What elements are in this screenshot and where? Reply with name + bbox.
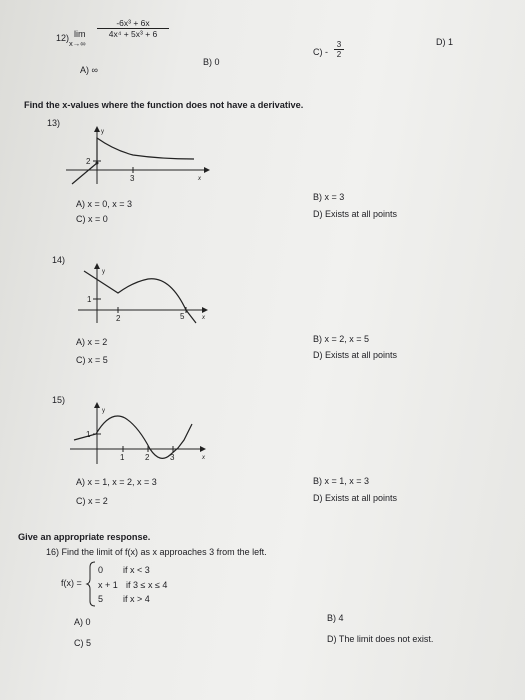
- q16-choice-b: B) 4: [327, 613, 344, 623]
- q12-choice-a: A) ∞: [80, 65, 98, 75]
- q15-x-tick-label-3: 3: [170, 453, 175, 462]
- q14-choice-d: D) Exists at all points: [313, 350, 398, 360]
- q16-piece3-value: 5: [98, 594, 104, 604]
- q14-y-tick-label: 1: [87, 295, 92, 304]
- q14-choice-c: C) x = 5: [76, 355, 108, 365]
- q15-y-tick-label: 1: [86, 430, 91, 439]
- q16-fx-label: f(x) =: [61, 578, 82, 588]
- q16-piece1-value: 0: [98, 565, 104, 575]
- q16-piece2-cond: if 3 ≤ x ≤ 4: [126, 580, 168, 590]
- q14-graph: [78, 265, 218, 325]
- q15-number: 15): [52, 395, 66, 405]
- q13-y-axis-label: y: [101, 129, 104, 135]
- q14-x-tick-label-2: 5: [180, 312, 185, 321]
- q16-piece3-cond: if x > 4: [123, 594, 150, 604]
- q13-curve-left: [72, 163, 97, 184]
- q14-y-arrow: [94, 263, 100, 269]
- q14-x-arrow: [202, 307, 208, 313]
- q12-lim-subscript: x→∞: [69, 39, 86, 48]
- q13-y-arrow: [94, 126, 100, 132]
- q14-choice-a: A) x = 2: [76, 337, 108, 347]
- q12-number: 12): [56, 33, 70, 43]
- q13-x-tick-label: 3: [130, 174, 135, 183]
- q14-x-tick-label-1: 2: [116, 314, 121, 323]
- q13-graph: [66, 128, 216, 186]
- q15-choice-b: B) x = 1, x = 3: [313, 476, 370, 486]
- q12-choice-c-prefix: C) -: [313, 47, 328, 57]
- q13-x-arrow: [204, 167, 210, 173]
- q14-x-axis-label: x: [202, 315, 205, 321]
- q12-choice-c-fraction: [334, 40, 344, 59]
- q13-number: 13): [47, 118, 61, 128]
- q15-x-tick-label-2: 2: [145, 453, 150, 462]
- q12-choice-c-den: 2: [336, 50, 342, 59]
- q14-y-axis-label: y: [102, 269, 105, 275]
- q15-graph: [70, 404, 220, 466]
- q13-point: [96, 162, 99, 165]
- q13-choice-b: B) x = 3: [313, 192, 345, 202]
- q12-choice-b: B) 0: [203, 57, 220, 67]
- q15-x-tick-label-1: 1: [120, 453, 125, 462]
- q13-y-tick-label: 2: [86, 157, 91, 166]
- q12-denominator: 4x⁴ + 5x³ + 6: [108, 29, 158, 39]
- q13-choice-d: D) Exists at all points: [313, 209, 398, 219]
- q15-x-arrow: [200, 446, 206, 452]
- q16-choice-d: D) The limit does not exist.: [327, 634, 434, 644]
- q14-choice-b: B) x = 2, x = 5: [313, 334, 370, 344]
- q13-choice-a: A) x = 0, x = 3: [76, 199, 133, 209]
- q15-y-axis-label: y: [102, 408, 105, 414]
- q16-brace: [87, 561, 97, 607]
- q16-piece2-value: x + 1: [98, 580, 118, 590]
- q15-choice-c: C) x = 2: [76, 496, 108, 506]
- q16-choice-a: A) 0: [74, 617, 91, 627]
- q14-number: 14): [52, 255, 66, 265]
- q15-x-axis-label: x: [202, 455, 205, 461]
- section-heading-response: Give an appropriate response.: [18, 532, 151, 542]
- q16-piece1-cond: if x < 3: [123, 565, 150, 575]
- q12-lim: lim: [74, 29, 86, 39]
- q12-choice-c-num: 3: [334, 40, 344, 50]
- section-heading-derivative: Find the x-values where the function does not have a derivative.: [24, 100, 304, 110]
- q16-choice-c: C) 5: [74, 638, 92, 648]
- q16-stem: 16) Find the limit of f(x) as x approaches 3 from the left.: [46, 547, 267, 557]
- q15-choice-a: A) x = 1, x = 2, x = 3: [76, 477, 157, 487]
- q15-y-arrow: [94, 402, 100, 408]
- q13-choice-c: C) x = 0: [76, 214, 108, 224]
- q12-fraction: [97, 18, 169, 39]
- q13-curve-right: [97, 138, 194, 163]
- q15-choice-d: D) Exists at all points: [313, 493, 398, 503]
- q13-x-axis-label: x: [198, 176, 201, 182]
- q12-choice-d: D) 1: [436, 37, 454, 47]
- q12-numerator: -6x³ + 6x: [97, 18, 169, 29]
